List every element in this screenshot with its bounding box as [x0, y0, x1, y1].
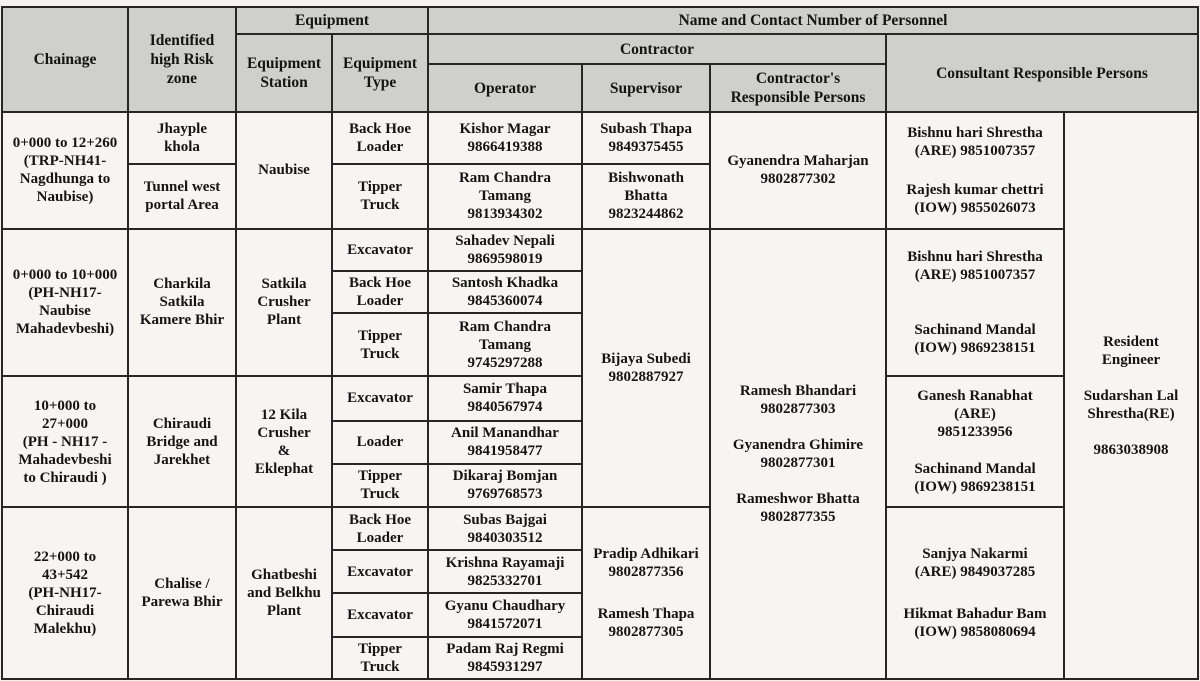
equipment-station-cell: Ghatbeshi and Belkhu Plant [236, 507, 332, 679]
operator-cell: Santosh Khadka 9845360074 [428, 271, 582, 313]
equipment-type-cell: Back Hoe Loader [332, 507, 428, 550]
table-row [2, 112, 1198, 164]
operator-cell: Ram Chandra Tamang 9813934302 [428, 164, 582, 228]
header-supervisor: Supervisor [582, 64, 710, 112]
table-row [2, 507, 1198, 550]
equipment-type-cell: Loader [332, 421, 428, 464]
risk-zone-cell: Chiraudi Bridge and Jarekhet [128, 376, 236, 507]
supervisor-cell: Bishwonath Bhatta 9823244862 [582, 164, 710, 228]
equipment-type-cell: Tipper Truck [332, 637, 428, 679]
operator-cell: Sahadev Nepali 9869598019 [428, 229, 582, 271]
equipment-type-cell: Back Hoe Loader [332, 112, 428, 164]
supervisor-cell: Subash Thapa 9849375455 [582, 112, 710, 164]
operator-cell: Padam Raj Regmi 9845931297 [428, 637, 582, 679]
header-equipment-station: Equipment Station [236, 34, 332, 112]
consultant-cell: Bishnu hari Shrestha (ARE) 9851007357 Sachinand Mandal (IOW) 9869238151 [886, 229, 1064, 377]
operator-cell: Dikaraj Bomjan 9769768573 [428, 464, 582, 507]
consultant-cell: Ganesh Ranabhat (ARE) 9851233956 Sachinand Mandal (IOW) 9869238151 [886, 376, 1064, 507]
risk-zone-cell: Jhayple khola [128, 112, 236, 164]
operator-cell: Gyanu Chaudhary 9841572071 [428, 593, 582, 636]
table-row [2, 229, 1198, 271]
header-equipment: Equipment [236, 7, 428, 34]
equipment-type-cell: Tipper Truck [332, 464, 428, 507]
operator-cell: Subas Bajgai 9840303512 [428, 507, 582, 550]
table-body [2, 112, 1198, 679]
consultant-cell: Sanjya Nakarmi (ARE) 9849037285 Hikmat Bahadur Bam (IOW) 9858080694 [886, 507, 1064, 679]
personnel-contact-table [1, 6, 1199, 680]
header-equipment-type: Equipment Type [332, 34, 428, 112]
equipment-type-cell: Excavator [332, 376, 428, 420]
consultant-cell: Bishnu hari Shrestha (ARE) 9851007357 Rajesh kumar chettri (IOW) 9855026073 [886, 112, 1064, 229]
equipment-station-cell: Satkila Crusher Plant [236, 229, 332, 377]
header-chainage: Chainage [2, 7, 128, 112]
operator-cell: Samir Thapa 9840567974 [428, 376, 582, 420]
equipment-type-cell: Back Hoe Loader [332, 271, 428, 313]
risk-zone-cell: Tunnel west portal Area [128, 164, 236, 228]
header-contractor: Contractor [428, 34, 886, 64]
resident-engineer-cell: Resident Engineer Sudarshan Lal Shrestha(RE) 9863038908 [1064, 112, 1198, 679]
supervisor-cell: Pradip Adhikari 9802877356 Ramesh Thapa 9802877305 [582, 507, 710, 679]
supervisor-cell: Bijaya Subedi 9802887927 [582, 229, 710, 507]
equipment-type-cell: Excavator [332, 593, 428, 636]
operator-cell: Anil Manandhar 9841958477 [428, 421, 582, 464]
header-consultant: Consultant Responsible Persons [886, 34, 1198, 112]
header-risk-zone: Identified high Risk zone [128, 7, 236, 112]
equipment-station-cell: Naubise [236, 112, 332, 229]
chainage-cell: 0+000 to 12+260 (TRP-NH41- Nagdhunga to Naubise) [2, 112, 128, 229]
operator-cell: Kishor Magar 9866419388 [428, 112, 582, 164]
equipment-type-cell: Excavator [332, 229, 428, 271]
header-contractor-responsible: Contractor's Responsible Persons [710, 64, 886, 112]
chainage-cell: 22+000 to 43+542 (PH-NH17- Chiraudi Malekhu) [2, 507, 128, 679]
table-header [2, 7, 1198, 112]
contractor-responsible-cell: Ramesh Bhandari 9802877303 Gyanendra Ghimire 9802877301 Rameshwor Bhatta 9802877355 [710, 229, 886, 679]
equipment-type-cell: Tipper Truck [332, 164, 428, 228]
equipment-type-cell: Tipper Truck [332, 313, 428, 376]
risk-zone-cell: Charkila Satkila Kamere Bhir [128, 229, 236, 377]
chainage-cell: 0+000 to 10+000 (PH-NH17- Naubise Mahadevbeshi) [2, 229, 128, 377]
header-personnel: Name and Contact Number of Personnel [428, 7, 1198, 34]
operator-cell: Ram Chandra Tamang 9745297288 [428, 313, 582, 376]
contractor-responsible-cell: Gyanendra Maharjan 9802877302 [710, 112, 886, 229]
operator-cell: Krishna Rayamaji 9825332701 [428, 550, 582, 593]
equipment-type-cell: Excavator [332, 550, 428, 593]
header-operator: Operator [428, 64, 582, 112]
chainage-cell: 10+000 to 27+000 (PH - NH17 - Mahadevbeshi to Chiraudi ) [2, 376, 128, 507]
equipment-station-cell: 12 Kila Crusher & Eklephat [236, 376, 332, 507]
risk-zone-cell: Chalise / Parewa Bhir [128, 507, 236, 679]
